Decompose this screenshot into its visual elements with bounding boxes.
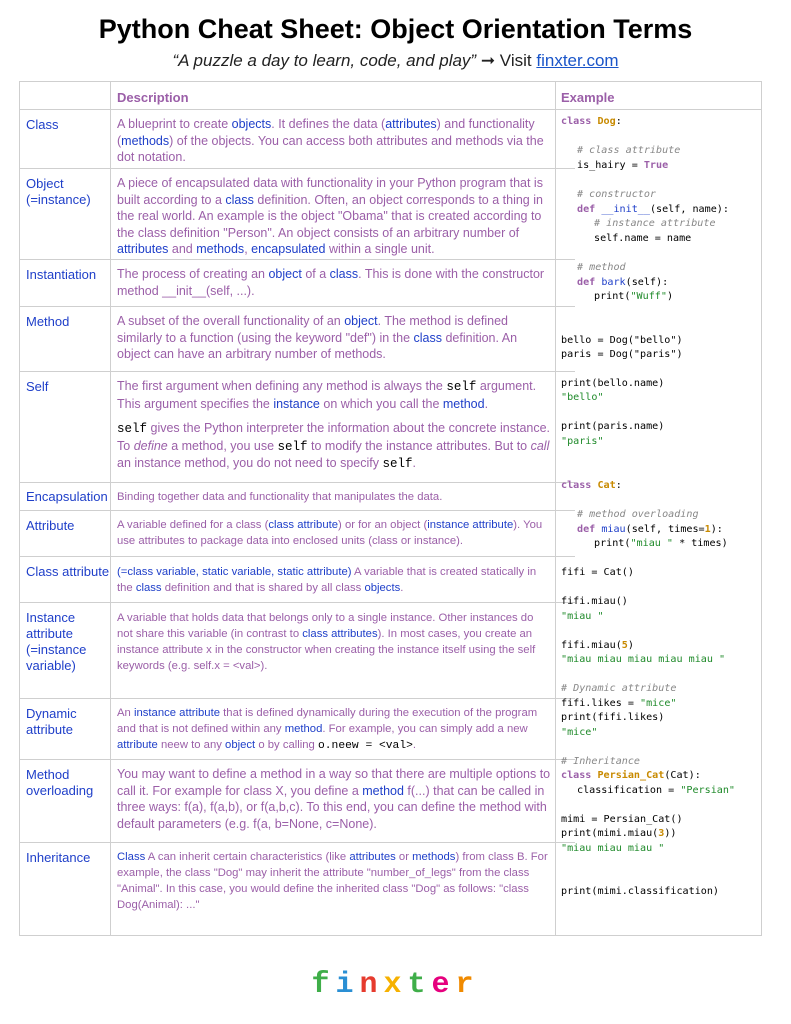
code-line: fifi.miau(5): [561, 640, 634, 651]
code-output: "mice": [561, 727, 598, 738]
desc-attribute: A variable defined for a class (class attribute) or for an object (instance attribute). You use attributes to package data into enclosed units (class or instance).: [117, 519, 543, 547]
desc-instance-attribute: A variable that holds data that belongs only to a single instance. Other instances do not share this variable (in contrast to class attributes). In most cases, you create an instance attribute x in the constructor when creating the instance itself using the self keywords (e.g. self.x = <val>).: [117, 612, 536, 672]
code-line: def bark(self):: [577, 277, 669, 288]
code-comment: # method: [577, 262, 626, 273]
finxter-logo: finxter: [311, 968, 480, 1002]
code-line: fifi.miau(): [561, 596, 628, 607]
desc-encapsulation: Binding together data and functionality that manipulates the data.: [117, 491, 443, 503]
code-comment: # method overloading: [577, 509, 699, 520]
desc-class-attribute: (=class variable, static variable, static attribute) A variable that is created statically in the class definition and that is shared by all class objects.: [117, 566, 537, 594]
term-class: Class: [26, 117, 59, 132]
row-divider: [20, 556, 575, 557]
term-instance-attribute: Instance attribute (=instance variable): [26, 610, 87, 673]
code-line: class Cat:: [561, 480, 622, 491]
row-divider: [20, 168, 575, 169]
column-divider: [555, 82, 556, 935]
desc-dynamic-attribute: An instance attribute that is defined dynamically during the execution of the program and that is not defined within any method. For example, you can simply add a new attribute neew to any object o by calling o.neew = <val>.: [117, 707, 538, 752]
desc-self: The first argument when defining any method is always the self argument. This argument specifies the instance on which you call the method. self gives the Python interpreter the information about the concrete instance. To define a method, you use self to modify the instance attributes. But to call an instance method, you do not need to specify self.: [117, 379, 551, 471]
desc-object: A piece of encapsulated data with functionality in your Python program that is built according to a class definition. Often, an object corresponds to a thing in the real world. An example is the object "Obama" that is created according to the class definition "Person". An object consists of an arbitrary number of attributes and methods, encapsulated within a single unit.: [117, 176, 543, 256]
code-comment: # instance attribute: [594, 218, 716, 229]
code-line: print(mimi.classification): [561, 886, 720, 897]
row-divider: [20, 698, 575, 699]
tagline: “A puzzle a day to learn, code, and play”: [172, 51, 477, 70]
term-method: Method: [26, 314, 70, 329]
row-divider: [20, 510, 575, 511]
code-line: classification = "Persian": [577, 785, 736, 796]
code-line: self.name = name: [594, 233, 692, 244]
row-divider: [20, 602, 575, 603]
term-method-overloading: Method overloading: [26, 767, 94, 798]
visit-prefix: ➞ Visit: [480, 51, 532, 70]
code-line: print(paris.name): [561, 421, 665, 432]
finxter-link[interactable]: finxter.com: [536, 51, 619, 70]
term-inheritance: Inheritance: [26, 850, 91, 865]
term-instantiation: Instantiation: [26, 267, 97, 282]
subtitle: [0, 51, 791, 71]
terms-table: [19, 81, 762, 936]
code-line: class Dog:: [561, 116, 622, 127]
code-line: fifi.likes = "mice": [561, 698, 677, 709]
code-comment: # class attribute: [577, 145, 681, 156]
row-divider: [20, 482, 575, 483]
row-divider: [20, 306, 575, 307]
desc-instantiation: The process of creating an object of a class. This is done with the constructor method __init__(self, ...).: [117, 267, 545, 298]
code-output: "bello": [561, 392, 604, 403]
description-header: Description: [117, 90, 189, 105]
code-line: print(mimi.miau(3)): [561, 828, 677, 839]
desc-method: A subset of the overall functionality of an object. The method is defined similarly to a function (using the keyword "def") in the class definition. An object can have an arbitrary number of methods.: [117, 314, 518, 361]
code-line: print("Wuff"): [594, 291, 674, 302]
row-divider: [20, 371, 575, 372]
term-self: Self: [26, 379, 49, 394]
term-encapsulation: Encapsulation: [26, 489, 108, 504]
code-output: "miau miau miau miau miau ": [561, 654, 726, 665]
term-dynamic-attribute: Dynamic attribute: [26, 706, 77, 737]
code-line: bello = Dog("bello"): [561, 335, 683, 346]
code-line: mimi = Persian_Cat(): [561, 814, 683, 825]
desc-method-overloading: You may want to define a method in a way so that there are multiple options to call it. For example for class X, you define a method f(...) that can be called in three ways: f(a), f(a,b), or f(a,b,c). To this end, you can define the method with default parameters (e.g. f(a, b=None, c=None).: [117, 767, 551, 831]
term-attribute: Attribute: [26, 518, 75, 533]
row-divider: [20, 842, 575, 843]
row-divider: [20, 259, 575, 260]
code-output: "miau ": [561, 611, 604, 622]
code-comment: # Dynamic attribute: [561, 683, 677, 694]
code-line: def __init__(self, name):: [577, 204, 729, 215]
term-object: Object (=instance): [26, 176, 91, 207]
row-divider: [20, 759, 575, 760]
desc-class: A blueprint to create objects. It defines the data (attributes) and functionality (methods) of the objects. You can access both attributes and methods via the dot notation.: [117, 117, 544, 164]
code-line: print("miau " * times): [594, 538, 728, 549]
row-divider: [20, 109, 761, 110]
code-output: "paris": [561, 436, 604, 447]
code-line: paris = Dog("paris"): [561, 349, 683, 360]
code-line: class Persian_Cat(Cat):: [561, 770, 701, 781]
code-comment: # constructor: [577, 189, 657, 200]
code-output: "miau miau miau ": [561, 843, 665, 854]
page-title: Python Cheat Sheet: Object Orientation Terms: [98, 14, 693, 44]
code-line: def miau(self, times=1):: [577, 524, 723, 535]
code-line: print(bello.name): [561, 378, 665, 389]
code-line: fifi = Cat(): [561, 567, 634, 578]
desc-inheritance: Class A can inherit certain characteristics (like attributes or methods) from class B. For example, the class "Dog" may inherit the attribute "number_of_legs" from the class "Animal". In this case, you would define the inherited class "Dog" as follows: "class Dog(Animal): ...": [117, 851, 548, 911]
example-header: Example: [561, 90, 615, 105]
column-divider: [110, 82, 111, 935]
term-class-attribute: Class attribute: [26, 564, 110, 579]
code-line: is_hairy = True: [577, 160, 669, 171]
code-comment: # Inheritance: [561, 756, 641, 767]
code-line: print(fifi.likes): [561, 712, 665, 723]
